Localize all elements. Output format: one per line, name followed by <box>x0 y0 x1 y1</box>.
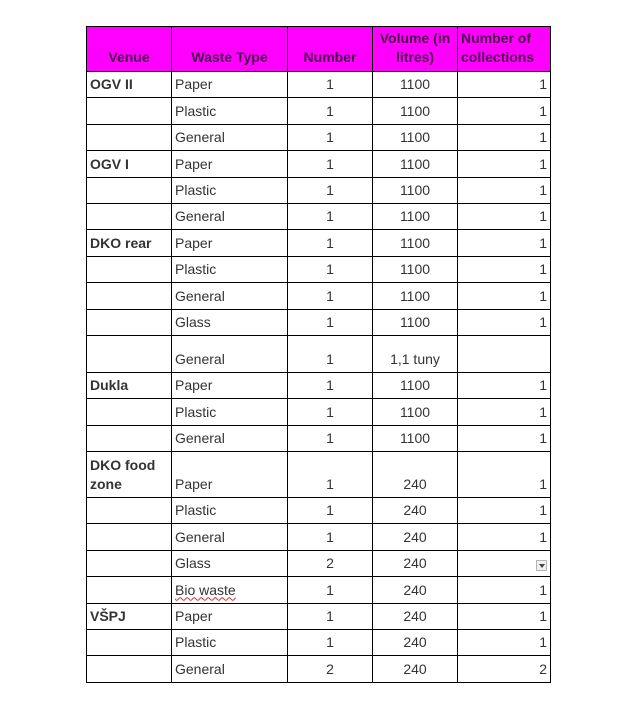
collections-cell[interactable]: 1 <box>458 151 551 177</box>
table-row <box>87 550 551 576</box>
number-cell[interactable]: 1 <box>288 283 373 309</box>
waste-type-cell[interactable]: General <box>172 425 288 451</box>
collections-cell[interactable]: 1 <box>458 203 551 229</box>
collections-cell[interactable]: 2 <box>458 656 551 682</box>
table-row <box>87 656 551 682</box>
number-cell[interactable]: 1 <box>288 399 373 425</box>
volume-cell[interactable]: 240 <box>373 524 458 550</box>
header-volume-line1: Volume (in <box>379 30 451 46</box>
volume-cell[interactable]: 1100 <box>373 309 458 335</box>
waste-type-cell[interactable]: General <box>172 656 288 682</box>
number-cell[interactable]: 1 <box>288 603 373 629</box>
number-cell[interactable]: 1 <box>288 498 373 524</box>
waste-type-cell[interactable]: General <box>172 524 288 550</box>
waste-type-cell[interactable]: Paper <box>172 151 288 177</box>
number-cell[interactable]: 1 <box>288 309 373 335</box>
venue-cell[interactable] <box>87 309 172 335</box>
volume-cell[interactable]: 1100 <box>373 203 458 229</box>
waste-type-cell[interactable]: Paper <box>172 72 288 98</box>
venue-cell[interactable] <box>87 524 172 550</box>
table-row <box>87 124 551 150</box>
number-cell[interactable]: 1 <box>288 452 373 498</box>
number-cell[interactable]: 1 <box>288 98 373 124</box>
volume-cell[interactable]: 1100 <box>373 399 458 425</box>
table-row <box>87 425 551 451</box>
venue-cell[interactable] <box>87 656 172 682</box>
waste-type-cell[interactable]: Paper <box>172 230 288 256</box>
waste-type-cell[interactable]: Plastic <box>172 256 288 282</box>
waste-type-cell[interactable]: Glass <box>172 309 288 335</box>
collections-cell[interactable]: 1 <box>458 230 551 256</box>
header-volume <box>373 27 458 72</box>
volume-cell[interactable]: 1100 <box>373 256 458 282</box>
collections-cell[interactable]: 1 <box>458 72 551 98</box>
table-row <box>87 452 551 498</box>
waste-type-cell[interactable]: Paper <box>172 603 288 629</box>
volume-cell[interactable]: 1100 <box>373 151 458 177</box>
number-cell[interactable]: 2 <box>288 656 373 682</box>
table-row <box>87 630 551 656</box>
venue-cell[interactable] <box>87 630 172 656</box>
collections-cell[interactable]: 1 <box>458 630 551 656</box>
number-cell[interactable]: 1 <box>288 177 373 203</box>
waste-type-cell[interactable]: General <box>172 335 288 372</box>
volume-cell[interactable]: 1100 <box>373 230 458 256</box>
venue-cell[interactable] <box>87 98 172 124</box>
collections-cell[interactable]: 1 <box>458 425 551 451</box>
table-row <box>87 230 551 256</box>
venue-cell[interactable]: OGV I <box>87 151 172 177</box>
number-cell[interactable]: 1 <box>288 335 373 372</box>
waste-type-cell[interactable]: General <box>172 203 288 229</box>
volume-cell[interactable]: 240 <box>373 577 458 603</box>
collections-cell[interactable]: 1 <box>458 309 551 335</box>
venue-cell[interactable] <box>87 124 172 150</box>
number-cell[interactable]: 1 <box>288 203 373 229</box>
header-collections-line1: Number of <box>461 30 531 46</box>
table-row <box>87 524 551 550</box>
collections-cell[interactable]: 1 <box>458 577 551 603</box>
table-row <box>87 498 551 524</box>
table-row <box>87 309 551 335</box>
header-waste-type: Waste Type <box>172 27 288 72</box>
number-cell[interactable]: 1 <box>288 524 373 550</box>
header-collections-line2: collections <box>461 49 535 65</box>
number-cell[interactable]: 1 <box>288 256 373 282</box>
volume-cell[interactable]: 1100 <box>373 72 458 98</box>
waste-type-cell[interactable]: General <box>172 283 288 309</box>
venue-cell[interactable] <box>87 425 172 451</box>
number-cell[interactable]: 1 <box>288 72 373 98</box>
volume-cell[interactable]: 1100 <box>373 177 458 203</box>
number-cell[interactable]: 1 <box>288 124 373 150</box>
table-row <box>87 256 551 282</box>
collections-cell[interactable]: 1 <box>458 452 551 498</box>
waste-type-cell[interactable]: Plastic <box>172 399 288 425</box>
waste-type-cell[interactable]: Plastic <box>172 177 288 203</box>
collections-cell[interactable]: 1 <box>458 283 551 309</box>
waste-type-cell[interactable]: Paper <box>172 372 288 398</box>
collections-cell[interactable]: 1 <box>458 399 551 425</box>
volume-cell[interactable]: 240 <box>373 550 458 576</box>
venue-cell[interactable]: OGV II <box>87 72 172 98</box>
volume-cell[interactable]: 1100 <box>373 283 458 309</box>
waste-type-cell[interactable]: Glass <box>172 550 288 576</box>
venue-cell[interactable] <box>87 399 172 425</box>
venue-cell[interactable]: Dukla <box>87 372 172 398</box>
number-cell[interactable]: 2 <box>288 550 373 576</box>
venue-cell[interactable] <box>87 452 172 498</box>
table-row <box>87 577 551 603</box>
number-cell[interactable]: 1 <box>288 630 373 656</box>
waste-type-cell[interactable]: Plastic <box>172 630 288 656</box>
number-cell[interactable]: 1 <box>288 372 373 398</box>
volume-cell[interactable]: 1100 <box>373 98 458 124</box>
table-row <box>87 283 551 309</box>
volume-cell[interactable]: 240 <box>373 498 458 524</box>
collections-cell[interactable]: 1 <box>458 524 551 550</box>
collections-cell[interactable]: 1 <box>458 124 551 150</box>
waste-type-cell[interactable]: Plastic <box>172 98 288 124</box>
header-number: Number <box>288 27 373 72</box>
table-row <box>87 399 551 425</box>
table-row <box>87 203 551 229</box>
venue-cell[interactable]: DKO rear <box>87 230 172 256</box>
collections-cell[interactable]: 1 <box>458 98 551 124</box>
collections-cell[interactable]: 1 <box>458 498 551 524</box>
collections-cell[interactable] <box>458 335 551 372</box>
collections-cell[interactable]: 1 <box>458 177 551 203</box>
venue-cell[interactable] <box>87 577 172 603</box>
table-row <box>87 98 551 124</box>
number-cell[interactable]: 1 <box>288 230 373 256</box>
volume-cell[interactable]: 240 <box>373 656 458 682</box>
venue-line1: DKO food <box>90 457 156 474</box>
venue-cell[interactable] <box>87 335 172 372</box>
table-row <box>87 72 551 98</box>
number-cell[interactable]: 1 <box>288 425 373 451</box>
volume-cell[interactable]: 1,1 tuny <box>373 335 458 372</box>
table-row <box>87 372 551 398</box>
waste-type-cell[interactable]: Paper <box>172 452 288 498</box>
volume-cell[interactable]: 1100 <box>373 124 458 150</box>
waste-type-cell[interactable]: Plastic <box>172 498 288 524</box>
table-row <box>87 177 551 203</box>
header-collections <box>458 27 551 72</box>
venue-cell[interactable] <box>87 498 172 524</box>
header-row <box>87 27 551 72</box>
volume-cell[interactable]: 240 <box>373 452 458 498</box>
collections-cell[interactable]: 1 <box>458 603 551 629</box>
venue-cell[interactable] <box>87 283 172 309</box>
venue-cell[interactable] <box>87 203 172 229</box>
header-venue: Venue <box>87 27 172 72</box>
venue-cell[interactable] <box>87 177 172 203</box>
venue-cell[interactable] <box>87 550 172 576</box>
volume-cell[interactable]: 1100 <box>373 372 458 398</box>
table-row <box>87 603 551 629</box>
header-volume-line2: litres) <box>395 49 435 65</box>
waste-type-cell[interactable]: General <box>172 124 288 150</box>
collections-cell[interactable]: 1 <box>458 256 551 282</box>
dropdown-icon[interactable] <box>536 560 547 571</box>
volume-cell[interactable]: 1100 <box>373 425 458 451</box>
venue-cell[interactable] <box>87 256 172 282</box>
volume-cell[interactable]: 240 <box>373 630 458 656</box>
table-row <box>87 151 551 177</box>
number-cell[interactable]: 1 <box>288 151 373 177</box>
number-cell[interactable]: 1 <box>288 577 373 603</box>
table-row <box>87 335 551 372</box>
spellcheck-flagged-text: Bio waste <box>175 581 236 598</box>
volume-cell[interactable]: 240 <box>373 603 458 629</box>
waste-collection-table <box>86 26 551 683</box>
collections-cell[interactable] <box>458 550 551 576</box>
venue-cell[interactable]: VŠPJ <box>87 603 172 629</box>
waste-type-cell[interactable] <box>172 577 288 603</box>
venue-line2: zone <box>90 476 122 493</box>
collections-cell[interactable]: 1 <box>458 372 551 398</box>
